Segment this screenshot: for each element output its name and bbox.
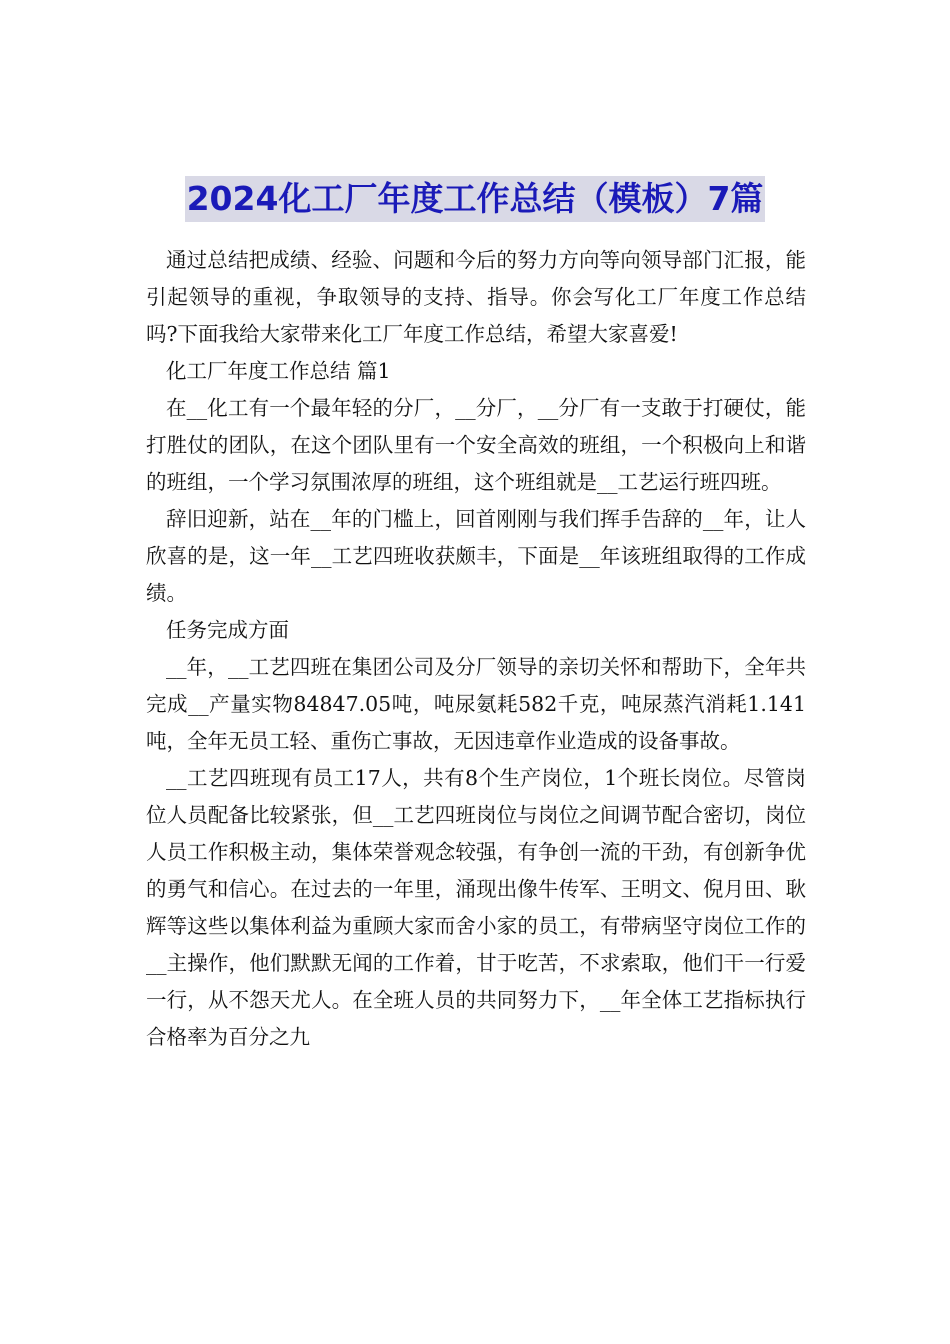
section-heading-tasks: 任务完成方面 [166, 618, 289, 642]
title-container [0, 176, 950, 222]
body-paragraph: 辞旧迎新，站在__年的门槛上，回首刚刚与我们挥手告辞的__年，让人欣喜的是，这一年__工艺四班收获颇丰，下面是__年该班组取得的工作成绩。 [146, 507, 806, 605]
body-paragraph: __年，__工艺四班在集团公司及分厂领导的亲切关怀和帮助下，全年共完成__产量实物84847.05吨，吨尿氨耗582千克，吨尿蒸汽消耗1.141吨，全年无员工轻、重伤亡事故，无因违章作业造成的设备事故。 [146, 655, 806, 753]
document-title: 2024化工厂年度工作总结（模板）7篇 [185, 176, 766, 222]
intro-paragraph: 通过总结把成绩、经验、问题和今后的努力方向等向领导部门汇报，能引起领导的重视，争取领导的支持、指导。你会写化工厂年度工作总结吗?下面我给大家带来化工厂年度工作总结，希望大家喜爱! [146, 248, 806, 346]
body-paragraph: __工艺四班现有员工17人，共有8个生产岗位，1个班长岗位。尽管岗位人员配备比较紧张，但__工艺四班岗位与岗位之间调节配合密切，岗位人员工作积极主动，集体荣誉观念较强，有争创一流的干劲，有创新争优的勇气和信心。在过去的一年里，涌现出像牛传军、王明文、倪月田、耿辉等这些以集体利益为重顾大家而舍小家的员工，有带病坚守岗位工作的__主操作，他们默默无闻的工作着，甘于吃苦，不求索取，他们干一行爱一行，从不怨天尤人。在全班人员的共同努力下，__年全体工艺指标执行合格率为百分之九 [146, 766, 806, 1049]
body-paragraph: 在__化工有一个最年轻的分厂，__分厂，__分厂有一支敢于打硬仗，能打胜仗的团队，在这个团队里有一个安全高效的班组，一个积极向上和谐的班组，一个学习氛围浓厚的班组，这个班组就是__工艺运行班四班。 [146, 396, 806, 494]
section-heading-part1: 化工厂年度工作总结 篇1 [166, 359, 391, 383]
document-body [146, 242, 806, 1056]
